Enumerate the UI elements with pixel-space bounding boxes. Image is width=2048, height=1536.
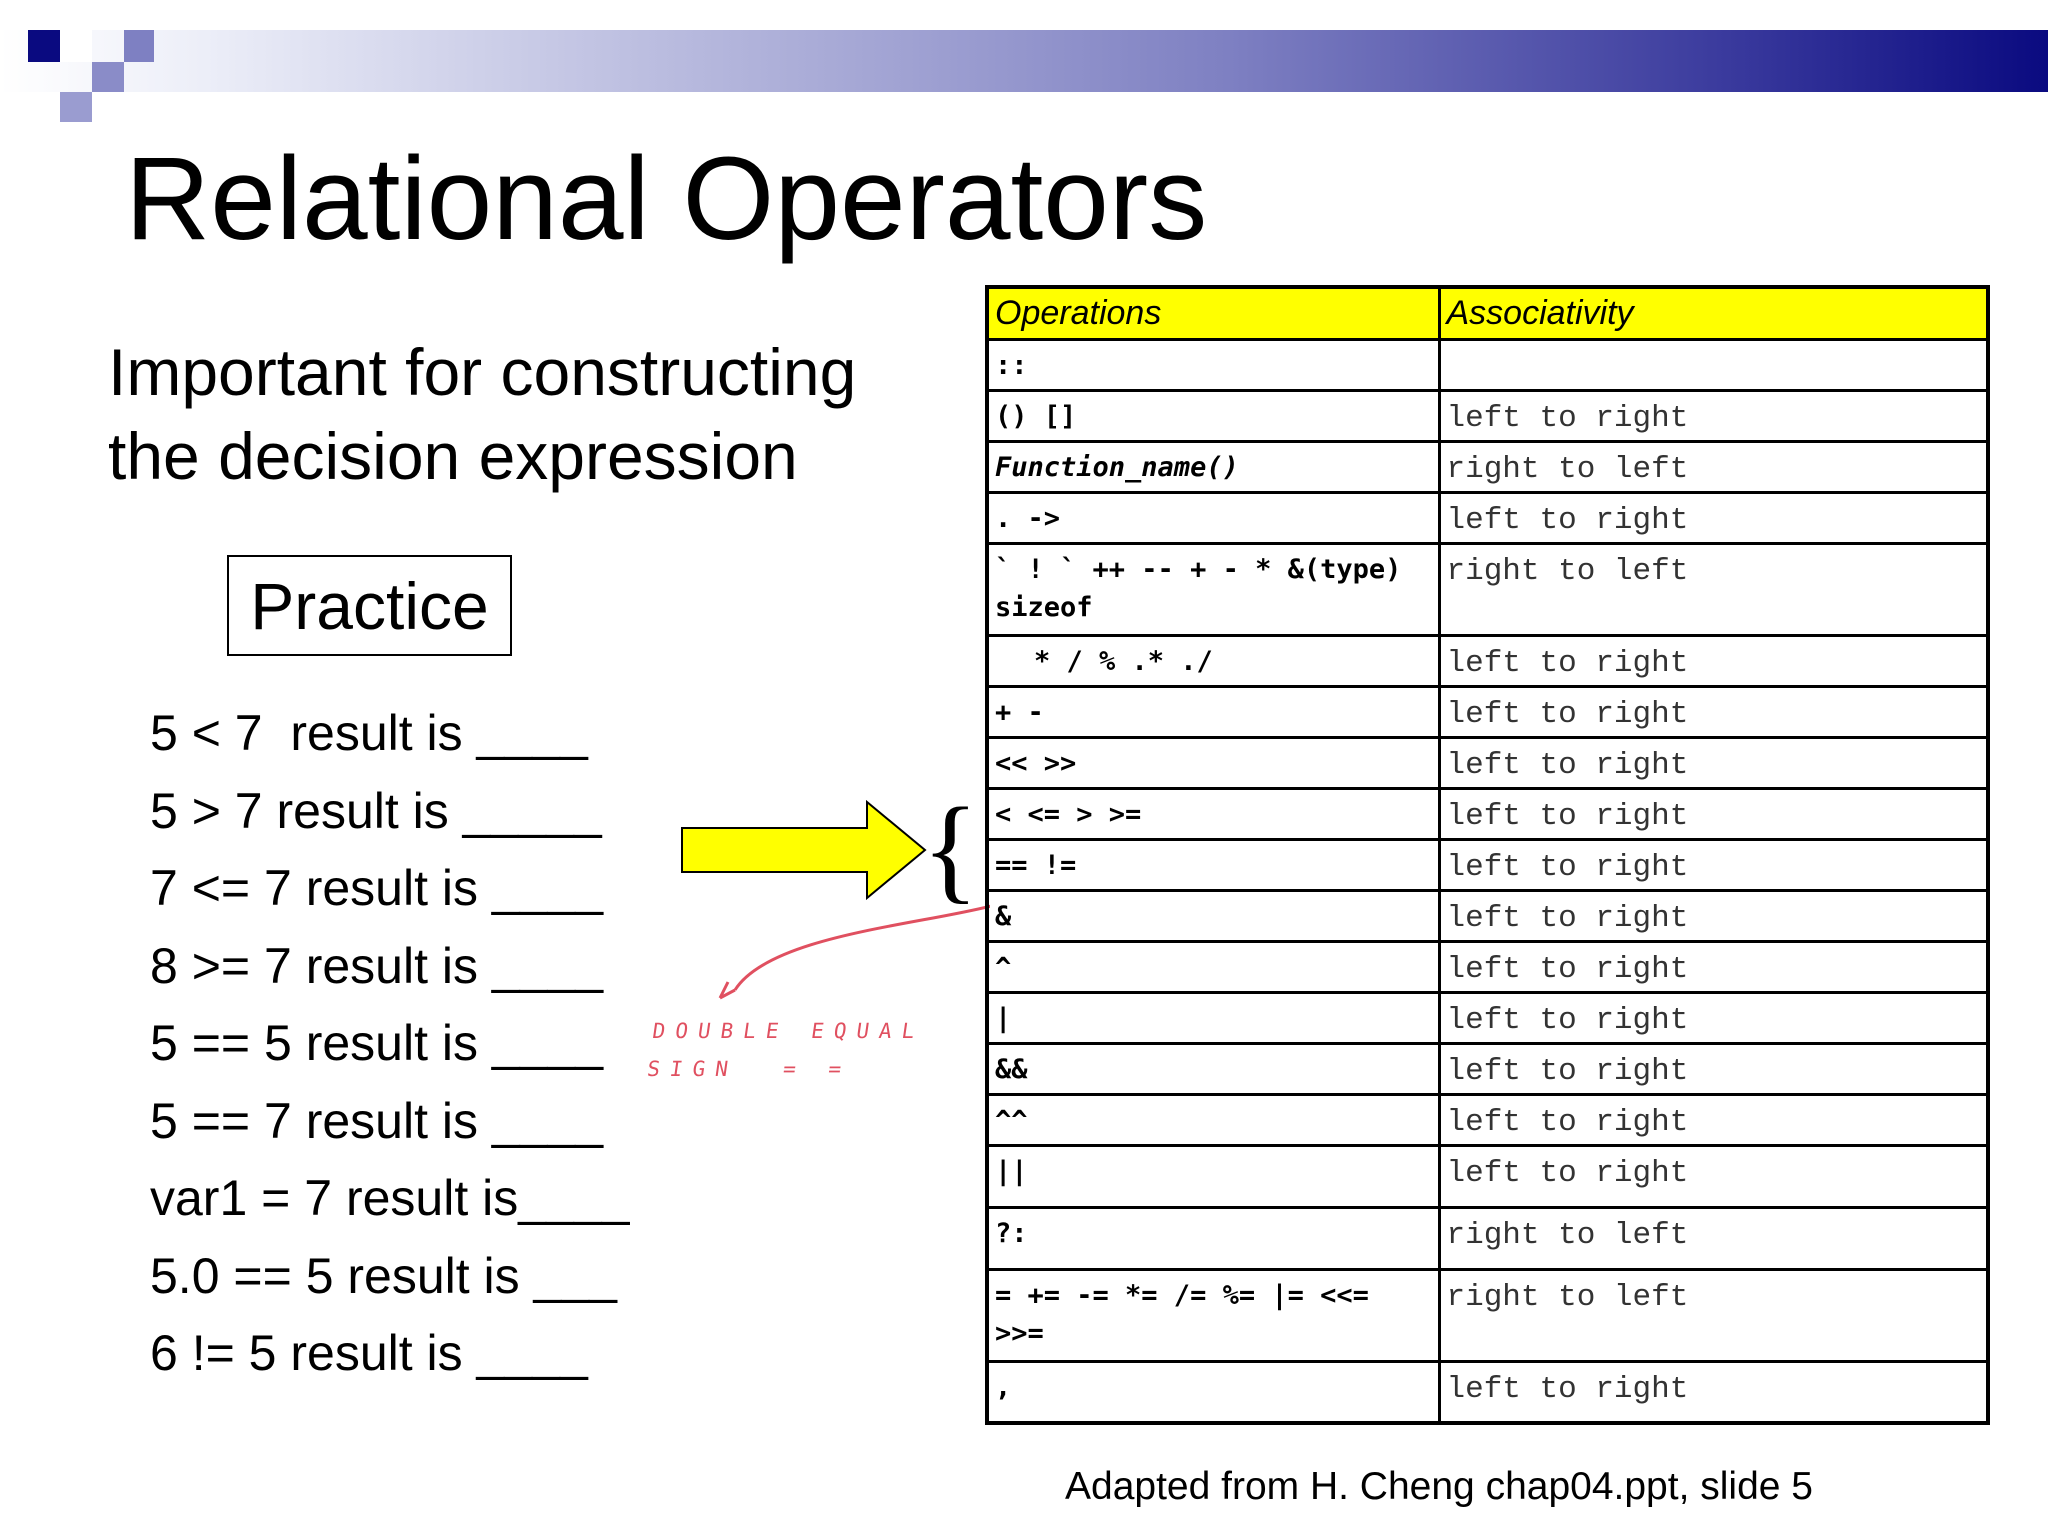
associativity-cell: left to right [1439, 1043, 1988, 1094]
associativity-cell: right to left [1439, 441, 1988, 492]
associativity-cell: left to right [1439, 941, 1988, 992]
associativity-cell: left to right [1439, 1361, 1988, 1423]
table-row [987, 1043, 1988, 1094]
practice-item: 5.0 == 5 result is ___ [150, 1247, 617, 1304]
header-gradient-bar [0, 30, 2048, 92]
table-row [987, 492, 1988, 543]
practice-item: var1 = 7 result is____ [150, 1170, 630, 1226]
associativity-cell: right to left [1439, 1207, 1988, 1269]
annotation-text [645, 1012, 927, 1088]
associativity-cell: left to right [1439, 788, 1988, 839]
practice-item: 8 >= 7 result is ____ [150, 937, 604, 994]
operator-cell: ` ! ` ++ -- + - * &(type) sizeof [987, 543, 1439, 635]
operator-cell: | [987, 992, 1439, 1043]
table-row [987, 992, 1988, 1043]
practice-item: 7 <= 7 result is ____ [150, 860, 604, 916]
table-row [987, 839, 1988, 890]
operator-cell: + - [987, 686, 1439, 737]
practice-list [150, 695, 629, 1393]
table-row [987, 635, 1988, 686]
annotation-line-2: SIGN = = [645, 1057, 853, 1081]
table-row [987, 1145, 1988, 1207]
table-row [987, 941, 1988, 992]
operator-precedence-table [985, 285, 1990, 1425]
operator-cell: Function_name() [987, 441, 1439, 492]
red-pointer-arrow-icon [650, 890, 990, 1010]
associativity-cell: left to right [1439, 737, 1988, 788]
table-row [987, 339, 1988, 390]
practice-item: 5 < 7 result is ____ [150, 705, 588, 761]
associativity-cell: right to left [1439, 1269, 1988, 1361]
operator-cell: :: [987, 339, 1439, 390]
table-row [987, 1269, 1988, 1361]
header-operations: Operations [987, 287, 1439, 339]
table-row [987, 1207, 1988, 1269]
table-row [987, 737, 1988, 788]
associativity-cell: left to right [1439, 492, 1988, 543]
table-row [987, 543, 1988, 635]
header-associativity: Associativity [1439, 287, 1988, 339]
table-row [987, 686, 1988, 737]
intro-line-1: Important for constructing [108, 335, 857, 409]
associativity-cell: left to right [1439, 390, 1988, 441]
associativity-cell [1439, 339, 1988, 390]
practice-item: 5 > 7 result is _____ [150, 782, 602, 839]
table-row [987, 1094, 1988, 1145]
operator-cell: || [987, 1145, 1439, 1207]
associativity-cell: right to left [1439, 543, 1988, 635]
associativity-cell: left to right [1439, 1094, 1988, 1145]
operator-cell: == != [987, 839, 1439, 890]
operator-cell: . -> [987, 492, 1439, 543]
table-row [987, 441, 1988, 492]
practice-box [227, 555, 512, 656]
table-row [987, 390, 1988, 441]
operator-cell: << >> [987, 737, 1439, 788]
operator-cell: < <= > >= [987, 788, 1439, 839]
practice-item: 5 == 5 result is ____ [150, 1015, 604, 1071]
table-row [987, 788, 1988, 839]
operator-cell: ?: [987, 1207, 1439, 1269]
associativity-cell: left to right [1439, 686, 1988, 737]
practice-item: 5 == 7 result is ____ [150, 1092, 604, 1149]
practice-label: Practice [250, 568, 489, 643]
intro-line-2: the decision expression [108, 419, 798, 493]
operator-cell: && [987, 1043, 1439, 1094]
associativity-cell: left to right [1439, 890, 1988, 941]
operator-cell: , [987, 1361, 1439, 1423]
operator-cell: () [] [987, 390, 1439, 441]
associativity-cell: left to right [1439, 992, 1988, 1043]
annotation-line-1: DOUBLE EQUAL [650, 1019, 927, 1043]
associativity-cell: left to right [1439, 839, 1988, 890]
handwritten-annotation [645, 890, 990, 1100]
table-header-row [987, 287, 1988, 339]
practice-item: 6 != 5 result is ____ [150, 1325, 588, 1381]
slide-title: Relational Operators [125, 133, 1208, 265]
operator-cell: * / % .* ./ [987, 635, 1439, 686]
operator-cell: ^^ [987, 1094, 1439, 1145]
table-row [987, 1361, 1988, 1423]
left-brace-icon: { [922, 783, 979, 914]
operator-cell: & [987, 890, 1439, 941]
intro-text [108, 330, 856, 498]
associativity-cell: left to right [1439, 1145, 1988, 1207]
right-arrow-icon [680, 800, 930, 900]
associativity-cell: left to right [1439, 635, 1988, 686]
operator-cell: = += -= *= /= %= |= <<= >>= [987, 1269, 1439, 1361]
source-footnote: Adapted from H. Cheng chap04.ppt, slide 5 [1065, 1465, 1813, 1508]
table-row [987, 890, 1988, 941]
operator-cell: ^ [987, 941, 1439, 992]
